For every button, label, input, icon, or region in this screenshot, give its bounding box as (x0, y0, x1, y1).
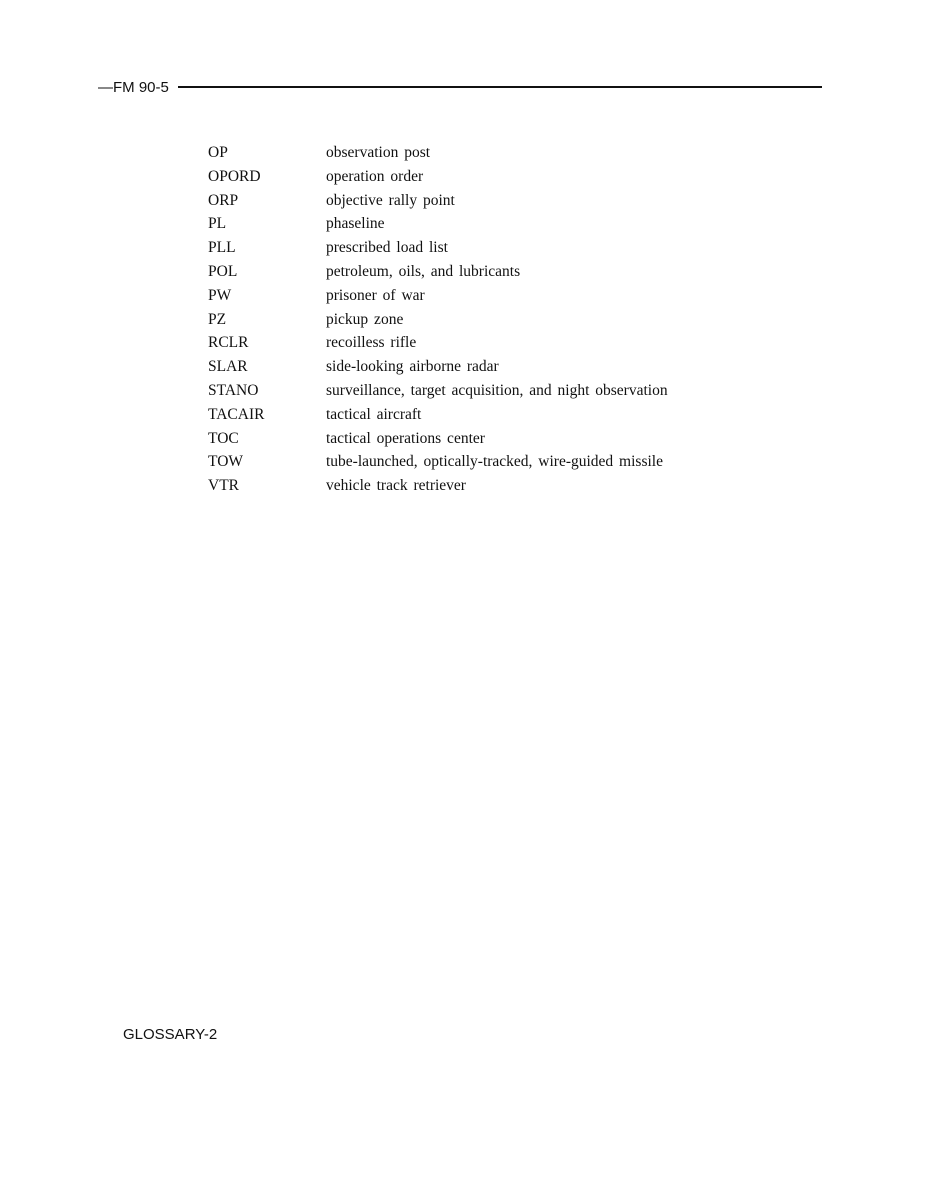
glossary-entry (208, 189, 808, 213)
glossary-abbreviation: OP (208, 144, 228, 161)
glossary-entry (208, 260, 808, 284)
glossary-list (208, 141, 808, 498)
glossary-definition: surveillance, target acquisition, and night observation (326, 381, 668, 399)
glossary-abbreviation: PW (208, 286, 232, 304)
glossary-definition: side-looking airborne radar (326, 358, 499, 376)
page-number: GLOSSARY-2 (123, 1026, 218, 1043)
glossary-entry (208, 308, 808, 332)
header-rule (178, 86, 822, 88)
glossary-abbreviation: POL (208, 262, 238, 280)
glossary-definition: tactical operations center (326, 429, 485, 447)
document-id: —FM 90-5 (98, 79, 169, 96)
glossary-entry (208, 427, 808, 451)
glossary-definition: objective rally point (326, 191, 455, 209)
glossary-definition: tactical aircraft (326, 405, 422, 423)
glossary-definition: prisoner of war (326, 286, 425, 304)
glossary-entry (208, 141, 808, 165)
glossary-abbreviation: TOC (208, 429, 239, 447)
glossary-definition: recoilless rifle (326, 334, 417, 352)
glossary-abbreviation: TOW (208, 453, 244, 471)
glossary-abbreviation: OPORD (208, 167, 261, 185)
glossary-entry (208, 403, 808, 427)
glossary-abbreviation: SLAR (208, 358, 248, 376)
glossary-entry (208, 212, 808, 236)
glossary-abbreviation: PLL (208, 239, 236, 257)
glossary-definition: petroleum, oils, and lubricants (326, 262, 521, 280)
glossary-entry (208, 236, 808, 260)
glossary-abbreviation: PL (208, 215, 227, 233)
glossary-definition: operation order (326, 167, 424, 185)
glossary-abbreviation: STANO (208, 381, 259, 399)
glossary-entry (208, 331, 808, 355)
glossary-entry (208, 450, 808, 474)
glossary-abbreviation: RCLR (208, 334, 249, 352)
glossary-entry (208, 284, 808, 308)
glossary-abbreviation: PZ (208, 310, 227, 328)
glossary-definition: vehicle track retriever (326, 477, 466, 495)
glossary-definition: observation post (326, 144, 431, 161)
glossary-definition: phaseline (326, 215, 385, 233)
glossary-abbreviation: VTR (208, 477, 239, 495)
glossary-entry (208, 474, 808, 498)
glossary-definition: prescribed load list (326, 239, 448, 257)
glossary-abbreviation: ORP (208, 191, 239, 209)
page-header (98, 78, 822, 100)
glossary-entry (208, 355, 808, 379)
glossary-entry (208, 165, 808, 189)
glossary-definition: pickup zone (326, 310, 404, 328)
glossary-entry (208, 379, 808, 403)
glossary-definition: tube-launched, optically-tracked, wire-guided missile (326, 453, 663, 471)
glossary-abbreviation: TACAIR (208, 405, 265, 423)
